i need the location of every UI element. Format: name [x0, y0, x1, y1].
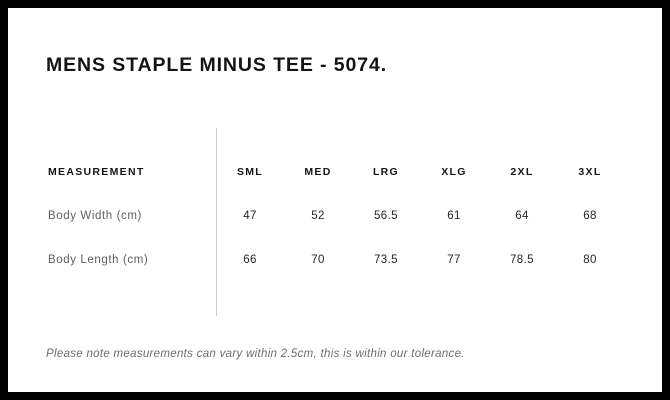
- column-header-lrg: LRG: [372, 166, 400, 178]
- row-label-body-width: Body Width (cm): [48, 210, 142, 222]
- column-header-2xl: 2XL: [510, 166, 534, 178]
- table-body: [46, 194, 624, 282]
- table-row: [46, 194, 624, 238]
- cell-body-length-lrg: 73.5: [374, 254, 398, 266]
- column-header-3xl: 3XL: [578, 166, 602, 178]
- table-row: [46, 238, 624, 282]
- row-label-body-length: Body Length (cm): [48, 254, 149, 266]
- size-chart-page: [8, 8, 662, 392]
- column-header-measurement: MEASUREMENT: [48, 166, 145, 178]
- cell-body-width-3xl: 68: [583, 210, 597, 222]
- column-header-med: MED: [304, 166, 332, 178]
- size-chart-table-wrapper: [46, 128, 624, 282]
- page-title: MENS STAPLE MINUS TEE - 5074.: [46, 54, 388, 76]
- cell-body-length-2xl: 78.5: [510, 254, 534, 266]
- cell-body-width-lrg: 56.5: [374, 210, 398, 222]
- cell-body-length-xlg: 77: [447, 254, 461, 266]
- column-header-xlg: XLG: [441, 166, 467, 178]
- column-header-sml: SML: [236, 166, 264, 178]
- table-header-row: [46, 128, 624, 194]
- cell-body-length-sml: 66: [243, 254, 257, 266]
- cell-body-width-sml: 47: [243, 210, 257, 222]
- tolerance-note: Please note measurements can vary within 2.5cm, this is within our tolerance.: [46, 348, 465, 360]
- size-chart-table: [46, 128, 624, 282]
- cell-body-width-xlg: 61: [447, 210, 461, 222]
- cell-body-width-2xl: 64: [515, 210, 529, 222]
- cell-body-length-med: 70: [311, 254, 325, 266]
- cell-body-width-med: 52: [311, 210, 325, 222]
- table-header: [46, 128, 624, 194]
- cell-body-length-3xl: 80: [583, 254, 597, 266]
